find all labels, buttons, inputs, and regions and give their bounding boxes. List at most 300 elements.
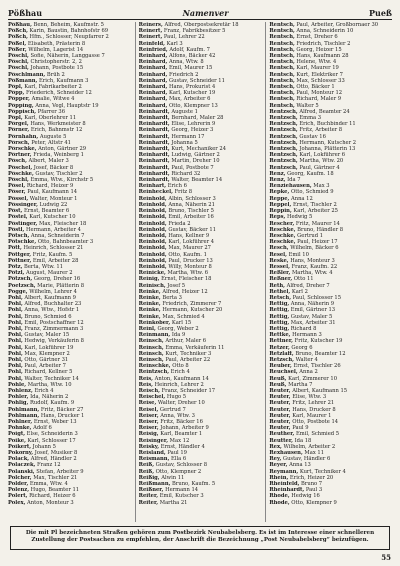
entry-details: Martin, Dreher 10 [169, 158, 220, 165]
entry-details: Albert, Kaufmann 9 [22, 294, 76, 301]
entry-surname: Reinhard, [138, 90, 168, 97]
entry-details: Otto, Klempner 13 [167, 102, 218, 109]
entry-details: Gustav, Maler 15 [22, 332, 70, 339]
entry-surname: Reiser, [138, 425, 159, 432]
entry-details: Anna, Wtw. 3 [158, 412, 195, 419]
entry-details: Otto 8 [170, 363, 189, 370]
entry-details: Bruno, Beamter 12 [293, 350, 346, 357]
directory-entry [269, 500, 392, 506]
entry-surname: Pöpl, [8, 115, 23, 122]
entry-details: Friedrich, Zimmerer 7 [160, 301, 222, 308]
entry-details: Amalie, Witwe 4 [29, 96, 75, 103]
entry-details: Ernst, Tischler 26 [291, 363, 341, 370]
entry-surname: Rex, [269, 443, 282, 450]
entry-details: Hedwig 16 [289, 493, 320, 500]
directory-columns [8, 22, 392, 522]
entry-surname: Pohl, [8, 294, 23, 301]
entry-details: Paul, Lehrer 22 [162, 34, 205, 41]
entry-surname: Reinhard, [138, 53, 168, 60]
entry-details: Wilhelm, Arbeiter 2 [281, 443, 336, 450]
entry-surname: Reiter, [138, 493, 159, 500]
entry-details: Hans, Werkmeister 8 [28, 121, 86, 128]
entry-details: Georg 6 [289, 344, 313, 351]
entry-surname: Pöpper, [8, 96, 30, 103]
entry-details: Bruno, Tischler 5 [166, 208, 214, 215]
entry-details: Gustav, Tischler 2 [33, 170, 83, 177]
entry-surname: Pößhau, [8, 22, 32, 28]
entry-details: Karl, Maurer 1 [290, 412, 332, 419]
entry-surname: Rettner, [269, 338, 293, 345]
entry-details: Adolf, Kaufm. 7 [167, 46, 210, 53]
entry-details: Martha, Wtw. 4 [290, 270, 333, 277]
entry-details: Hfm., Schlosser, Neupfarrer 2 [27, 34, 109, 41]
entry-surname: Retzsch, [269, 356, 294, 363]
entry-surname: Reuß, [269, 381, 287, 388]
entry-surname: Reinschke, [138, 363, 171, 370]
entry-details: Alfons, Bäcker 42 [167, 53, 216, 60]
entry-surname: Rentsch, [269, 84, 295, 91]
entry-surname: Pöstel, [8, 214, 28, 221]
page-number: 55 [381, 553, 391, 562]
entry-surname: Reymann, [269, 468, 299, 475]
entry-details: Hans, Kellner 9 [166, 232, 210, 239]
entry-surname: Reinhardt, [138, 164, 170, 171]
entry-surname: Reinhold, [138, 208, 167, 215]
entry-details: Anna, Vegl, Hauptstr 19 [33, 102, 99, 109]
entry-details: Martha, Wtw. 20 [297, 158, 344, 165]
entry-details: Alfred, Heizer 12 [160, 288, 208, 295]
entry-surname: Pöttner, [8, 257, 32, 264]
entry-details: Else, Schneiderin 3 [25, 431, 78, 438]
entry-surname: Polaczek, [8, 462, 36, 469]
directory-entry [139, 500, 262, 506]
entry-details: Fritz, Arbeiter 8 [297, 127, 343, 134]
entry-details: Emil, Schmied 5 [294, 431, 340, 438]
entry-details: Alwin 11 [159, 474, 185, 481]
entry-details: Richard 8 [289, 325, 317, 332]
entry-details: Anna, Wtw., Hofstr 1 [22, 307, 80, 314]
entry-details: Anton, Monteur 3 [25, 499, 74, 506]
entry-details: Fritz, Lehrer 21 [290, 400, 335, 407]
entry-surname: Reisel, [138, 406, 159, 413]
entry-details: Max, Fleischer 18 [37, 220, 87, 227]
entry-details: Elise, Wtw. 3 [290, 394, 327, 401]
entry-details: Karl 3 [164, 40, 183, 47]
entry-details: Alfred, Händler 2 [29, 456, 77, 463]
entry-surname: Reinhard, [138, 102, 168, 109]
entry-surname: Reinhardt, [138, 152, 170, 159]
entry-details: Richard, Heizer 9 [25, 183, 74, 190]
entry-details: Hans, Kaufmann 28 [294, 53, 349, 60]
entry-surname: Pörgel, [8, 121, 29, 128]
entry-surname: Reuß, [269, 375, 287, 382]
entry-surname: Reuter, [269, 394, 291, 401]
entry-details: Adolf 6 [31, 425, 52, 432]
entry-surname: Reinhard, [138, 59, 168, 66]
entry-details: Berta 3 [160, 294, 182, 301]
entry-surname: Retzer, [269, 344, 290, 351]
entry-details: Walter, Techniker 14 [22, 375, 79, 382]
entry-details: Walter, Monteur 1 [28, 195, 78, 202]
entry-surname: Rentzsch, [269, 115, 298, 122]
entry-surname: Reinhard, [138, 77, 168, 84]
entry-surname: Pöst, [8, 208, 23, 215]
entry-surname: Reinhardt, [138, 177, 170, 184]
directory-column-3 [265, 22, 392, 522]
entry-surname: Reschke, [269, 226, 296, 233]
entry-details: Erich 4 [32, 387, 54, 394]
entry-surname: Rhode, [269, 493, 290, 500]
entry-details: Ernst, Beamter 6 [22, 208, 70, 215]
entry-details: Otto, Kaufm. 1 [166, 251, 207, 258]
entry-details: Hermann 14 [163, 487, 199, 494]
entry-surname: Pöpp, [8, 90, 25, 97]
entry-surname: Pörsch, [8, 139, 30, 146]
entry-surname: Reis, [138, 381, 153, 388]
entry-details: Franz, Zimmermann 3 [22, 325, 84, 332]
entry-surname: Renz, [269, 177, 286, 184]
entry-surname: Pohl, [8, 363, 23, 370]
entry-details: Paul, Heizer 17 [295, 239, 338, 246]
entry-details: Bruno, Händler 8 [295, 226, 343, 233]
entry-surname: Poetzsch, [8, 282, 36, 289]
entry-details: Karl, Arbeiter 25 [291, 208, 338, 215]
entry-surname: Reinhold, [138, 232, 167, 239]
entry-surname: Reschke, [269, 232, 296, 239]
entry-details: Max, Maurer 27 [166, 245, 211, 252]
entry-surname: Polert, [8, 493, 28, 500]
entry-surname: Rentsch, [269, 102, 295, 109]
entry-surname: Reinsch, [138, 338, 164, 345]
entry-surname: Reißmann, [138, 481, 171, 488]
entry-details: Alfred, Buchhalter 23 [22, 301, 82, 308]
entry-surname: Pößel, [8, 40, 27, 47]
entry-surname: Reinhard, [138, 65, 168, 72]
entry-surname: Reinl, [138, 325, 156, 332]
entry-details: Karl 2 [290, 288, 308, 295]
entry-surname: Pötz, [8, 263, 23, 270]
entry-surname: Reinke, [138, 288, 161, 295]
entry-details: Albert, Kaufmann 15 [290, 387, 348, 394]
entry-details: Johann 5 [31, 443, 56, 450]
entry-surname: Rettig, [269, 319, 290, 326]
entry-details: Walter, Dreher 10 [156, 400, 205, 407]
entry-surname: Pohl, [8, 319, 23, 326]
entry-details: Martha 21 [158, 499, 188, 506]
entry-surname: Reuter, [269, 400, 291, 407]
entry-details: Josef, Bäcker 8 [32, 164, 74, 171]
entry-surname: Reyer, [269, 462, 288, 469]
entry-details: Bernhard, Maler 28 [169, 115, 224, 122]
entry-details: Franz 12 [35, 462, 61, 469]
entry-details: Auguste 1 [169, 108, 198, 115]
entry-details: Otto, Gärtner 31 [22, 356, 69, 363]
entry-surname: Reinhold, [138, 251, 167, 258]
entry-details: Johann, Arbeiter 9 [158, 425, 209, 432]
entry-surname: Reiser, [138, 419, 159, 425]
entry-surname: Reinhold, [138, 214, 167, 221]
entry-details: Paul 9 [290, 425, 309, 432]
entry-surname: Rentzsch, [269, 146, 298, 153]
entry-surname: Reinke, [138, 294, 161, 301]
entry-details: Anna 12 [289, 195, 313, 202]
entry-details: Max 12 [168, 437, 190, 444]
entry-surname: Reßler, [269, 270, 291, 277]
entry-details: Otto, Bäcker 1 [294, 84, 335, 91]
entry-surname: Reinsch, [138, 344, 164, 351]
entry-surname: Rentsch, [269, 22, 295, 28]
entry-details: Fritz, Maurer 14 [294, 220, 340, 227]
entry-details: Hermann, Arbeiter 4 [24, 226, 81, 233]
entry-surname: Pötsch, [8, 232, 30, 239]
entry-details: Paul 19 [165, 450, 187, 457]
entry-surname: Rey, [269, 456, 282, 463]
entry-details: Max, Tischler 21 [31, 474, 78, 481]
entry-details: Hans, Drucker 8 [290, 406, 336, 413]
entry-surname: Rentzsch, [269, 121, 298, 128]
entry-surname: Rentsch, [269, 90, 295, 97]
entry-details: Emil, Postschaffner 12 [22, 319, 84, 326]
entry-surname: Rettig, [269, 307, 290, 314]
entry-details: Karl, Fabrikarbeiter 2 [22, 84, 82, 91]
entry-details: Stefan, Arbeiter 9 [34, 468, 84, 475]
entry-details: Fritz, Bäcker 16 [158, 419, 203, 425]
entry-surname: Pöschl, [8, 177, 29, 184]
entry-surname: Retsch, [269, 294, 292, 301]
entry-details: Karl, Lokführer 19 [22, 344, 74, 351]
entry-details: Heinrich, Schlosser 21 [21, 245, 84, 252]
entry-surname: Pösel, [8, 183, 26, 190]
entry-surname: Pörtner, [8, 152, 32, 159]
entry-details: Hermann, Kutscher 20 [160, 307, 223, 314]
entry-details: Anna, Näherin 9 [289, 301, 335, 308]
entry-surname: Pöschl, [8, 65, 29, 72]
directory-entry [8, 500, 131, 506]
entry-details: Rudolf, Kaufm. 9 [28, 400, 75, 407]
entry-surname: Pohlmann, [8, 412, 40, 419]
entry-surname: Rexhausen, [269, 450, 303, 457]
entry-details: Albin, Schlosser 3 [166, 195, 216, 202]
entry-details: Anna, Wtw. 8 [167, 59, 204, 66]
entry-details: Paul, Gärtner 4 [297, 164, 340, 171]
entry-details: Gustav, Schlosser 8 [154, 462, 208, 469]
entry-details: Wilhelm, Bäcker 6 [288, 245, 339, 252]
entry-surname: Reinhold, [138, 220, 167, 227]
entry-surname: Reuter, [269, 406, 291, 413]
entry-surname: Pohl, [8, 301, 23, 308]
entry-surname: Pörschke, [8, 146, 37, 153]
entry-details: Elise, Lehrerin 9 [169, 121, 216, 128]
entry-details: Georg, Dreher 16 [32, 276, 81, 283]
entry-surname: Reisig, [138, 431, 159, 438]
entry-details: Fritz, Bäcker 27 [39, 406, 84, 413]
entry-surname: Pogge, [8, 288, 28, 295]
entry-surname: Reuchsel, [269, 369, 298, 376]
entry-details: Anna, Schneiderin 10 [294, 28, 354, 35]
entry-details: Anna 2 [297, 369, 318, 376]
entry-details: Josef, Musiker 8 [33, 450, 78, 457]
entry-surname: Polack, [8, 456, 30, 463]
entry-details: Gertrud 1 [295, 232, 324, 239]
entry-details: Emma 3 [297, 115, 322, 122]
entry-surname: Rentzsch, [269, 158, 298, 165]
entry-details: Hedwig 5 [285, 214, 313, 221]
entry-details: Frieda, Weinberg 1 [31, 152, 84, 159]
entry-details: Richard, Maler 9 [294, 96, 341, 103]
entry-details: Otto, Klempner 2 [154, 468, 202, 475]
entry-details: Anton, Kaufmann 14 [152, 375, 209, 382]
entry-surname: Reinhart, [138, 183, 167, 190]
entry-surname: Rentzsch, [269, 164, 298, 171]
header-right-keyword: Pueß [368, 8, 392, 18]
entry-surname: Reppe, [269, 195, 290, 202]
header-rule [8, 19, 392, 20]
entry-details: Walter 5 [294, 102, 319, 109]
entry-details: Hans, Drucker 1 [39, 412, 85, 419]
entry-details: Karl, Kutscher 19 [167, 90, 216, 97]
entry-details: Ludwig 22 [37, 201, 68, 208]
entry-surname: Reuter, [269, 412, 291, 419]
entry-surname: Reisland, [138, 450, 166, 457]
entry-surname: Pohl, [8, 332, 23, 339]
entry-surname: Reschke, [269, 239, 296, 246]
entry-surname: Pöschel, [8, 164, 33, 171]
entry-surname: Pohl, [8, 356, 23, 363]
entry-surname: Rheinhardt, [269, 487, 305, 494]
entry-surname: Reinicke, [138, 270, 166, 277]
entry-surname: Reißner, [138, 487, 164, 494]
entry-details: Karl, Kutscher 10 [27, 214, 76, 221]
entry-details: Walter, Beamter 14 [169, 177, 223, 184]
entry-details: Otto 11 [292, 276, 314, 283]
entry-details: Emma, Wtw., Kirchstr 5 [28, 177, 94, 184]
entry-surname: Reinfried, [138, 46, 168, 53]
entry-details: Bruno 7 [299, 481, 323, 488]
entry-surname: Pohlmann, [8, 406, 40, 413]
entry-surname: Pohlner, [8, 419, 33, 425]
entry-surname: Rettig, [269, 325, 290, 332]
entry-details: Karl, Zimmerer 10 [286, 375, 337, 382]
entry-surname: Rentsch, [269, 77, 295, 84]
entry-details: Ludwig, Gärtner 2 [169, 152, 220, 159]
entry-details: Ida 18 [292, 437, 312, 444]
entry-details: Willy, Monteur 8 [166, 263, 212, 270]
entry-surname: Pörnhahn, [8, 133, 39, 140]
entry-details: Friedrich, Tischler 2 [294, 40, 351, 47]
entry-surname: Pohnke, [8, 425, 32, 432]
entry-surname: Reinhold, [138, 201, 167, 208]
entry-details: Gustav, Händler 6 [281, 456, 331, 463]
entry-surname: Pößch, [8, 28, 28, 35]
entry-details: Johanna 5 [169, 139, 198, 146]
entry-details: Elisabeth, Prästerin 8 [26, 40, 86, 47]
entry-surname: Pöschl, [8, 53, 29, 60]
entry-surname: Reinke, [138, 313, 161, 320]
entry-surname: Polanski, [8, 468, 35, 475]
entry-details: Fritz, Kaufm. 5 [31, 251, 73, 258]
entry-details: Friederich, Schneider 12 [24, 90, 92, 97]
entry-surname: Renziehausen, [269, 183, 312, 190]
entry-details: Emil, Arbeiter 28 [31, 257, 79, 264]
entry-surname: Renz, [269, 170, 286, 177]
entry-surname: Resch, [269, 245, 289, 252]
entry-surname: Reinhardt, [138, 146, 170, 153]
entry-details: Arthur, Maler 6 [163, 338, 207, 345]
entry-details: Erich 4 [169, 369, 190, 376]
entry-details: Ella 6 [169, 456, 187, 463]
entry-surname: Rentsch, [269, 71, 295, 78]
entry-surname: Reuter, [269, 387, 291, 394]
entry-surname: Pohl, [8, 338, 23, 345]
directory-column-2 [135, 22, 262, 522]
entry-surname: Rentsch, [269, 46, 295, 53]
entry-details: Helene, Wtw. 4 [294, 59, 337, 66]
entry-surname: Reiser, [138, 412, 159, 419]
entry-surname: Reis, [138, 375, 153, 382]
entry-details: Otto, Klempner 9 [289, 499, 337, 506]
entry-details: Fritz 8 [172, 189, 193, 196]
entry-details: Paul, Arbeiter, Großbornaer 30 [294, 22, 379, 28]
entry-surname: Polex, [8, 499, 26, 506]
entry-surname: Ressel, [269, 263, 290, 270]
entry-surname: Reinsch, [138, 356, 164, 363]
entry-surname: Pohl, [8, 369, 23, 376]
entry-details: Kurt, Elektriker 7 [294, 71, 343, 78]
entry-details: Pfarrer 36 [36, 108, 66, 115]
entry-details: Martha, Wtw. 6 [165, 270, 209, 277]
entry-details: Hermann 3 [290, 332, 322, 339]
entry-surname: Rhode, [269, 499, 290, 506]
entry-details: Alfred, Dreher 7 [284, 282, 330, 289]
entry-surname: Pohler, [8, 394, 29, 401]
entry-details: Paul 3 [304, 487, 323, 494]
header-section-title: Namenver [182, 8, 229, 18]
entry-details: Karl, Oberlehrer 11 [22, 115, 77, 122]
entry-surname: Pöschl, [8, 59, 29, 66]
entry-surname: Reinhold, [138, 226, 167, 233]
entry-details: Hugo 5 [165, 394, 187, 401]
entry-details: Max, Schmied 4 [160, 313, 205, 320]
entry-details: Emma, Wtw. 4 [28, 481, 68, 488]
entry-details: Heinrich, Lehrer 2 [152, 381, 204, 388]
entry-surname: Rentsch, [269, 40, 295, 47]
entry-surname: Reinert, [138, 34, 163, 41]
entry-details: Richard, Heizer 6 [27, 493, 76, 500]
entry-surname: Reinsch, [138, 350, 164, 357]
entry-surname: Reinhold, [138, 263, 167, 270]
entry-details: Max 3 [311, 183, 330, 190]
entry-surname: Pöschlmann, [8, 71, 46, 78]
entry-details: Kurt, Techniker 3 [163, 350, 212, 357]
entry-details: Georg, Weber 2 [155, 325, 199, 332]
entry-surname: Pohl, [8, 344, 23, 351]
entry-details: Ernst, Weber 13 [32, 419, 77, 425]
entry-details: Emil, Gärtner 13 [289, 307, 336, 314]
entry-surname: Reinhold, [138, 257, 167, 264]
entry-surname: Pössinger, [8, 201, 38, 208]
entry-surname: Reinisch, [138, 282, 166, 289]
entry-details: Emil, Kutscher 3 [158, 493, 204, 500]
entry-surname: Reischel, [138, 394, 166, 401]
entry-surname: Reinke, [138, 307, 161, 314]
entry-surname: Rentzsch, [269, 139, 298, 146]
entry-details: Anna 13 [287, 462, 311, 469]
entry-details: Emma, Verkäuferin 11 [163, 344, 225, 351]
entry-details: Hedwig, Verkäuferin 8 [22, 338, 84, 345]
entry-details: Erich 6 [166, 183, 187, 190]
entry-details: Erich, Kaufmann 3 [37, 77, 89, 84]
entry-surname: Pöser, [8, 189, 26, 196]
